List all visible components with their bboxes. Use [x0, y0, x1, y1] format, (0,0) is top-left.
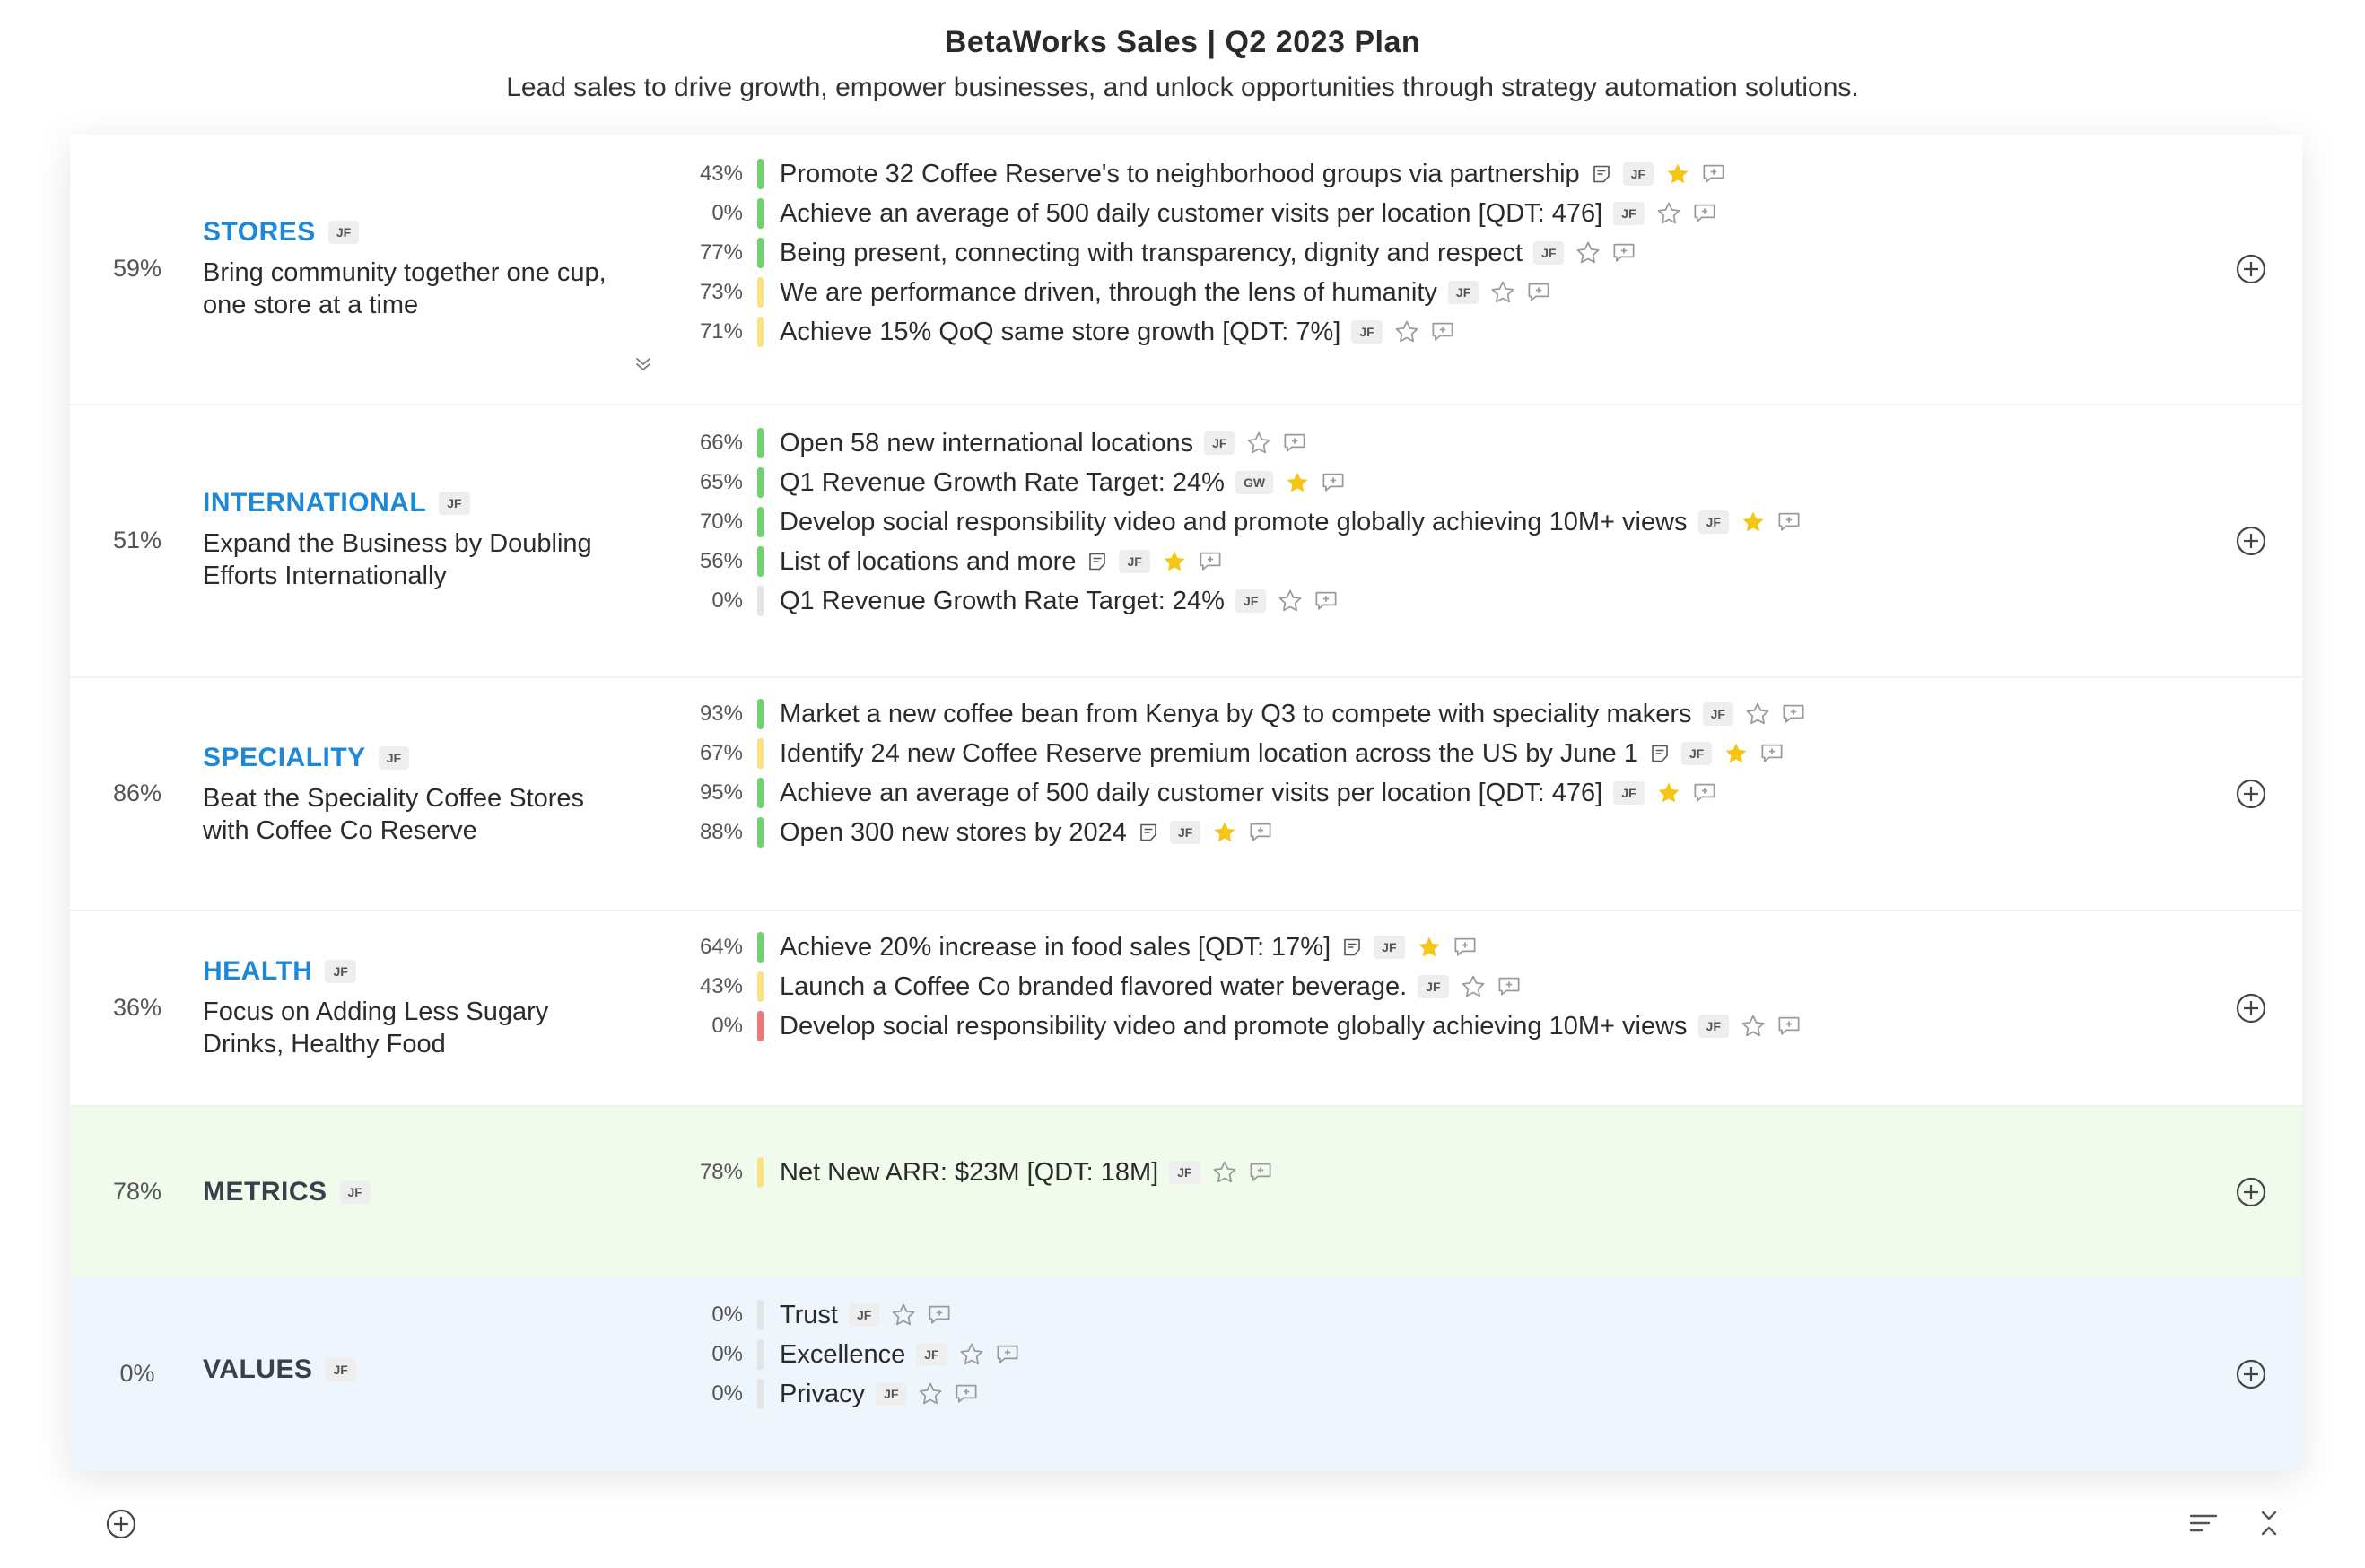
key-result-row[interactable] [689, 581, 1802, 621]
star-icon[interactable] [1245, 430, 1272, 457]
owner-badge[interactable]: JF [439, 492, 469, 515]
key-result-text[interactable]: Open 300 new stores by 2024 [780, 817, 1127, 847]
objective[interactable] [203, 1177, 615, 1207]
objective-description: Expand the Business by Doubling Efforts Internationally [203, 529, 592, 590]
collapse-all-icon[interactable] [2256, 1507, 2282, 1539]
key-result-text[interactable]: Being present, connecting with transparency, dignity and respect [780, 238, 1523, 267]
key-result-percent: 43% [699, 161, 743, 186]
note-icon[interactable] [1341, 936, 1363, 958]
status-bar [757, 932, 764, 963]
key-results-list [689, 154, 1727, 352]
sort-icon[interactable] [2187, 1509, 2220, 1538]
key-result-percent: 43% [699, 974, 743, 998]
owner-badge[interactable]: JF [1681, 742, 1712, 765]
star-filled-icon[interactable] [1161, 548, 1188, 575]
owner-badge[interactable]: GW [1235, 471, 1273, 494]
add-comment-icon[interactable] [953, 1381, 980, 1407]
key-result-percent: 0% [711, 201, 743, 225]
key-result-text[interactable]: List of locations and more [780, 546, 1077, 576]
key-result-row[interactable] [689, 1006, 1802, 1046]
add-comment-icon[interactable] [1691, 780, 1718, 806]
add-comment-icon[interactable] [1691, 200, 1718, 227]
objective[interactable] [203, 956, 615, 1060]
key-result-row[interactable] [689, 233, 1727, 273]
add-key-result-icon[interactable] [2234, 252, 2268, 286]
key-result-percent: 93% [699, 701, 743, 726]
star-icon[interactable] [1277, 588, 1304, 614]
key-result-text[interactable]: We are performance driven, through the lens of humanity [780, 277, 1437, 307]
status-bar [757, 198, 764, 229]
add-comment-icon[interactable] [1700, 161, 1727, 187]
key-result-percent: 0% [711, 1381, 743, 1406]
star-filled-icon[interactable] [1740, 509, 1767, 536]
key-result-row[interactable] [689, 463, 1802, 502]
owner-badge[interactable]: JF [1698, 1015, 1729, 1038]
key-result-percent: 66% [699, 431, 743, 455]
metrics-row [70, 1107, 2302, 1277]
star-icon[interactable] [1744, 701, 1771, 727]
key-result-percent: 73% [699, 280, 743, 304]
objective-row [70, 678, 2302, 911]
key-result-text[interactable]: Promote 32 Coffee Reserve's to neighborhood groups via partnership [780, 159, 1580, 188]
key-result-row[interactable] [689, 1335, 1021, 1374]
key-results-list [689, 928, 1802, 1046]
star-icon[interactable] [1655, 200, 1682, 227]
key-result-text[interactable]: Develop social responsibility video and promote globally achieving 10M+ views [780, 1011, 1688, 1041]
add-comment-icon[interactable] [926, 1302, 953, 1328]
status-bar [757, 277, 764, 308]
owner-badge[interactable]: JF [379, 746, 409, 770]
owner-badge[interactable]: JF [1533, 241, 1564, 265]
key-result-row[interactable] [689, 423, 1802, 463]
key-result-percent: 67% [699, 741, 743, 765]
add-objective-icon[interactable] [104, 1507, 138, 1541]
key-results-list [689, 694, 1807, 852]
owner-badge[interactable]: JF [1703, 702, 1733, 726]
note-icon[interactable] [1591, 163, 1612, 185]
okr-board [70, 135, 2302, 1471]
status-bar [757, 507, 764, 537]
key-result-row[interactable] [689, 542, 1802, 581]
objective-percent: 86% [112, 780, 162, 806]
values-row [70, 1277, 2302, 1471]
objective-percent: 0% [119, 1360, 155, 1387]
add-key-result-icon[interactable] [2234, 991, 2268, 1025]
status-bar [757, 428, 764, 458]
objective-percent: 36% [112, 994, 162, 1021]
owner-badge[interactable]: JF [1204, 431, 1235, 455]
objective-percent: 59% [112, 255, 162, 282]
key-result-row[interactable] [689, 1295, 1021, 1335]
status-bar [757, 317, 764, 347]
note-icon[interactable] [1087, 551, 1108, 572]
key-result-text[interactable]: Q1 Revenue Growth Rate Target: 24% [780, 467, 1225, 497]
objective-description: Focus on Adding Less Sugary Drinks, Healthy Food [203, 997, 549, 1058]
star-icon[interactable] [1575, 240, 1601, 266]
add-comment-icon[interactable] [1247, 1159, 1274, 1186]
key-result-text[interactable]: Launch a Coffee Co branded flavored water beverage. [780, 971, 1408, 1001]
key-result-row[interactable] [689, 813, 1807, 852]
status-bar [757, 1157, 764, 1188]
status-bar [757, 699, 764, 729]
add-comment-icon[interactable] [1320, 469, 1347, 496]
objective-title[interactable]: SPECIALITY [203, 743, 366, 772]
owner-badge[interactable]: JF [1613, 202, 1644, 225]
key-result-row[interactable] [689, 928, 1802, 967]
key-result-text[interactable]: Privacy [780, 1379, 866, 1408]
add-comment-icon[interactable] [1780, 701, 1807, 727]
objective-description: Beat the Speciality Coffee Stores with Coffee Co Reserve [203, 784, 585, 845]
add-comment-icon[interactable] [1776, 1013, 1802, 1040]
key-results-list [689, 1153, 1274, 1192]
key-result-percent: 65% [699, 470, 743, 494]
status-bar [757, 1339, 764, 1370]
owner-badge[interactable]: JF [1698, 510, 1729, 534]
objective[interactable] [203, 1355, 615, 1385]
owner-badge[interactable]: JF [325, 1358, 355, 1381]
key-result-percent: 0% [711, 1014, 743, 1038]
key-result-percent: 71% [699, 319, 743, 344]
owner-badge[interactable]: JF [1448, 281, 1479, 304]
expand-chevron-icon[interactable] [630, 350, 657, 377]
key-result-percent: 64% [699, 935, 743, 959]
add-comment-icon[interactable] [1776, 509, 1802, 536]
key-result-row[interactable] [689, 273, 1727, 312]
owner-badge[interactable]: JF [1613, 781, 1644, 805]
add-comment-icon[interactable] [1247, 819, 1274, 846]
key-result-percent: 95% [699, 780, 743, 805]
objective-title[interactable]: INTERNATIONAL [203, 488, 427, 518]
key-result-text[interactable]: Market a new coffee bean from Kenya by Q3 to compete with speciality makers [780, 699, 1692, 728]
key-result-row[interactable] [689, 1374, 1021, 1414]
key-result-row[interactable] [689, 694, 1807, 734]
key-result-percent: 88% [699, 820, 743, 844]
key-result-row[interactable] [689, 312, 1727, 352]
owner-badge[interactable]: JF [916, 1343, 947, 1366]
owner-badge[interactable]: JF [1170, 821, 1200, 844]
owner-badge[interactable]: JF [1235, 589, 1266, 613]
owner-badge[interactable]: JF [1119, 550, 1149, 573]
status-bar [757, 467, 764, 498]
key-result-text[interactable]: Achieve 15% QoQ same store growth [QDT: 7%] [780, 317, 1341, 346]
owner-badge[interactable]: JF [1351, 320, 1382, 344]
status-bar [757, 1011, 764, 1041]
key-result-text[interactable]: Achieve an average of 500 daily customer visits per location [QDT: 476] [780, 778, 1603, 807]
key-result-text[interactable]: Net New ARR: $23M [QDT: 18M] [780, 1157, 1159, 1187]
key-result-row[interactable] [689, 154, 1727, 194]
status-bar [757, 586, 764, 616]
key-result-text[interactable]: Trust [780, 1300, 838, 1329]
status-bar [757, 159, 764, 189]
star-filled-icon[interactable] [1284, 469, 1311, 496]
owner-badge[interactable]: JF [325, 960, 355, 983]
page-title: BetaWorks Sales | Q2 2023 Plan [944, 25, 1421, 59]
key-result-percent: 0% [711, 1342, 743, 1366]
key-result-row[interactable] [689, 773, 1807, 813]
key-result-text[interactable]: Excellence [780, 1339, 906, 1369]
add-comment-icon[interactable] [1496, 973, 1523, 1000]
key-result-text[interactable]: Achieve 20% increase in food sales [QDT: 17%] [780, 932, 1331, 962]
key-result-percent: 0% [711, 1302, 743, 1327]
add-comment-icon[interactable] [1452, 934, 1479, 961]
owner-badge[interactable]: JF [328, 221, 359, 244]
key-result-row[interactable] [689, 194, 1727, 233]
add-comment-icon[interactable] [1281, 430, 1308, 457]
status-bar [757, 1300, 764, 1330]
page-subtitle: Lead sales to drive growth, empower businesses, and unlock opportunities through strategy automation solutions. [506, 73, 1859, 102]
owner-badge[interactable]: JF [1418, 975, 1448, 998]
key-result-text[interactable]: Open 58 new international locations [780, 428, 1194, 457]
key-result-row[interactable] [689, 1153, 1274, 1192]
add-comment-icon[interactable] [1429, 318, 1456, 345]
note-icon[interactable] [1138, 822, 1159, 843]
status-bar [757, 238, 764, 268]
add-comment-icon[interactable] [1197, 548, 1224, 575]
key-result-row[interactable] [689, 967, 1802, 1006]
star-icon[interactable] [958, 1341, 985, 1368]
key-result-text[interactable]: Develop social responsibility video and promote globally achieving 10M+ views [780, 507, 1688, 536]
star-icon[interactable] [1489, 279, 1516, 306]
star-icon[interactable] [1211, 1159, 1238, 1186]
key-results-list [689, 1295, 1021, 1414]
objective-row [70, 911, 2302, 1107]
star-icon[interactable] [1740, 1013, 1767, 1040]
star-icon[interactable] [890, 1302, 917, 1328]
owner-badge[interactable]: JF [340, 1180, 371, 1204]
key-result-row[interactable] [689, 734, 1807, 773]
key-result-text[interactable]: Q1 Revenue Growth Rate Target: 24% [780, 586, 1225, 615]
objective-title[interactable]: VALUES [203, 1355, 313, 1384]
star-filled-icon[interactable] [1211, 819, 1238, 846]
objective[interactable] [203, 488, 615, 592]
objective-description: Bring community together one cup, one store at a time [203, 258, 607, 319]
star-filled-icon[interactable] [1655, 780, 1682, 806]
objective-row [70, 135, 2302, 405]
objective-percent: 51% [112, 527, 162, 553]
objective-title[interactable]: METRICS [203, 1177, 327, 1206]
owner-badge[interactable]: JF [1169, 1161, 1200, 1184]
objective-title[interactable]: HEALTH [203, 956, 313, 986]
key-result-percent: 77% [699, 240, 743, 265]
star-filled-icon[interactable] [1416, 934, 1443, 961]
star-icon[interactable] [1393, 318, 1420, 345]
star-icon[interactable] [1460, 973, 1487, 1000]
status-bar [757, 778, 764, 808]
star-icon[interactable] [917, 1381, 944, 1407]
add-comment-icon[interactable] [1610, 240, 1637, 266]
objective[interactable] [203, 743, 615, 847]
add-key-result-icon[interactable] [2234, 1175, 2268, 1209]
owner-badge[interactable]: JF [849, 1303, 879, 1327]
key-result-percent: 78% [699, 1160, 743, 1184]
key-results-list [689, 423, 1802, 621]
add-comment-icon[interactable] [1758, 740, 1785, 767]
key-result-text[interactable]: Identify 24 new Coffee Reserve premium location across the US by June 1 [780, 738, 1638, 768]
status-bar [757, 546, 764, 577]
star-filled-icon[interactable] [1664, 161, 1691, 187]
add-key-result-icon[interactable] [2234, 524, 2268, 558]
star-filled-icon[interactable] [1723, 740, 1750, 767]
add-comment-icon[interactable] [1525, 279, 1552, 306]
page-header [0, 0, 2365, 103]
add-key-result-icon[interactable] [2234, 777, 2268, 811]
status-bar [757, 1379, 764, 1409]
objective-title[interactable]: STORES [203, 217, 316, 247]
objective-percent: 78% [112, 1178, 162, 1205]
add-comment-icon[interactable] [1313, 588, 1340, 614]
objective[interactable] [203, 217, 615, 321]
status-bar [757, 817, 764, 848]
status-bar [757, 971, 764, 1002]
key-result-percent: 56% [699, 549, 743, 573]
status-bar [757, 738, 764, 769]
note-icon[interactable] [1649, 743, 1671, 764]
owner-badge[interactable]: JF [876, 1382, 906, 1406]
key-result-row[interactable] [689, 502, 1802, 542]
owner-badge[interactable]: JF [1374, 936, 1404, 959]
objective-row [70, 405, 2302, 678]
key-result-percent: 70% [699, 510, 743, 534]
owner-badge[interactable]: JF [1623, 162, 1654, 186]
key-result-percent: 0% [711, 588, 743, 613]
add-key-result-icon[interactable] [2234, 1357, 2268, 1391]
key-result-text[interactable]: Achieve an average of 500 daily customer visits per location [QDT: 476] [780, 198, 1603, 228]
add-comment-icon[interactable] [994, 1341, 1021, 1368]
